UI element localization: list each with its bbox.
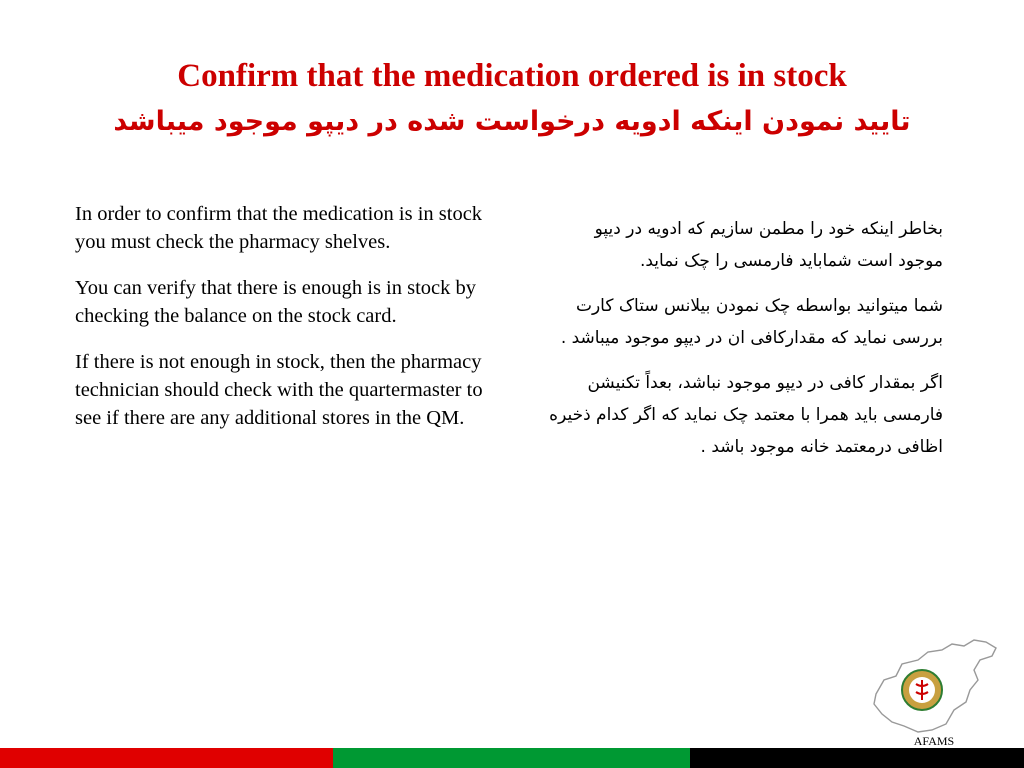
dari-paragraph-2: شما میتوانید بواسطه چک نمودن بیلانس ستاک کارت بررسی نماید که مقدارکافی ان در دیپو موجود میباشد . — [560, 296, 943, 348]
slide-title-dari: تایید نمودن اینکه ادویه درخواست شده در دیپو موجود میباشد — [113, 106, 911, 137]
dari-paragraph-3: اگر بمقدار کافی در دیپو موجود نباشد، بعداً تکنیشن فارمسی باید همرا با معتمد چک نماید که اگر کدام ذخیره اظافی درمعتمد خانه موجود باشد . — [549, 373, 943, 457]
afghanistan-map-emblem-icon — [866, 636, 1002, 738]
english-paragraph-2: You can verify that there is enough is in stock by checking the balance on the stock card. — [75, 277, 477, 327]
flag-stripe-bar — [0, 748, 1024, 768]
dari-paragraph-1: بخاطر اینکه خود را مطمن سازیم که ادویه در دیپو موجود است شمابايد فارمسی را چک نماید. — [594, 219, 943, 271]
slide-title-english: Confirm that the medication ordered is in stock — [177, 58, 847, 94]
flag-green-stripe — [333, 748, 690, 768]
logo-label: AFAMS — [913, 734, 955, 748]
flag-red-stripe — [0, 748, 333, 768]
dari-text-column — [545, 213, 943, 476]
flag-black-stripe — [690, 748, 1024, 768]
english-text-column — [75, 200, 485, 450]
english-paragraph-3: If there is not enough in stock, then the pharmacy technician should check with the quartermaster to see if there are any additional stores in the QM. — [75, 351, 483, 429]
english-paragraph-1: In order to confirm that the medication is in stock you must check the pharmacy shelves. — [75, 203, 483, 253]
